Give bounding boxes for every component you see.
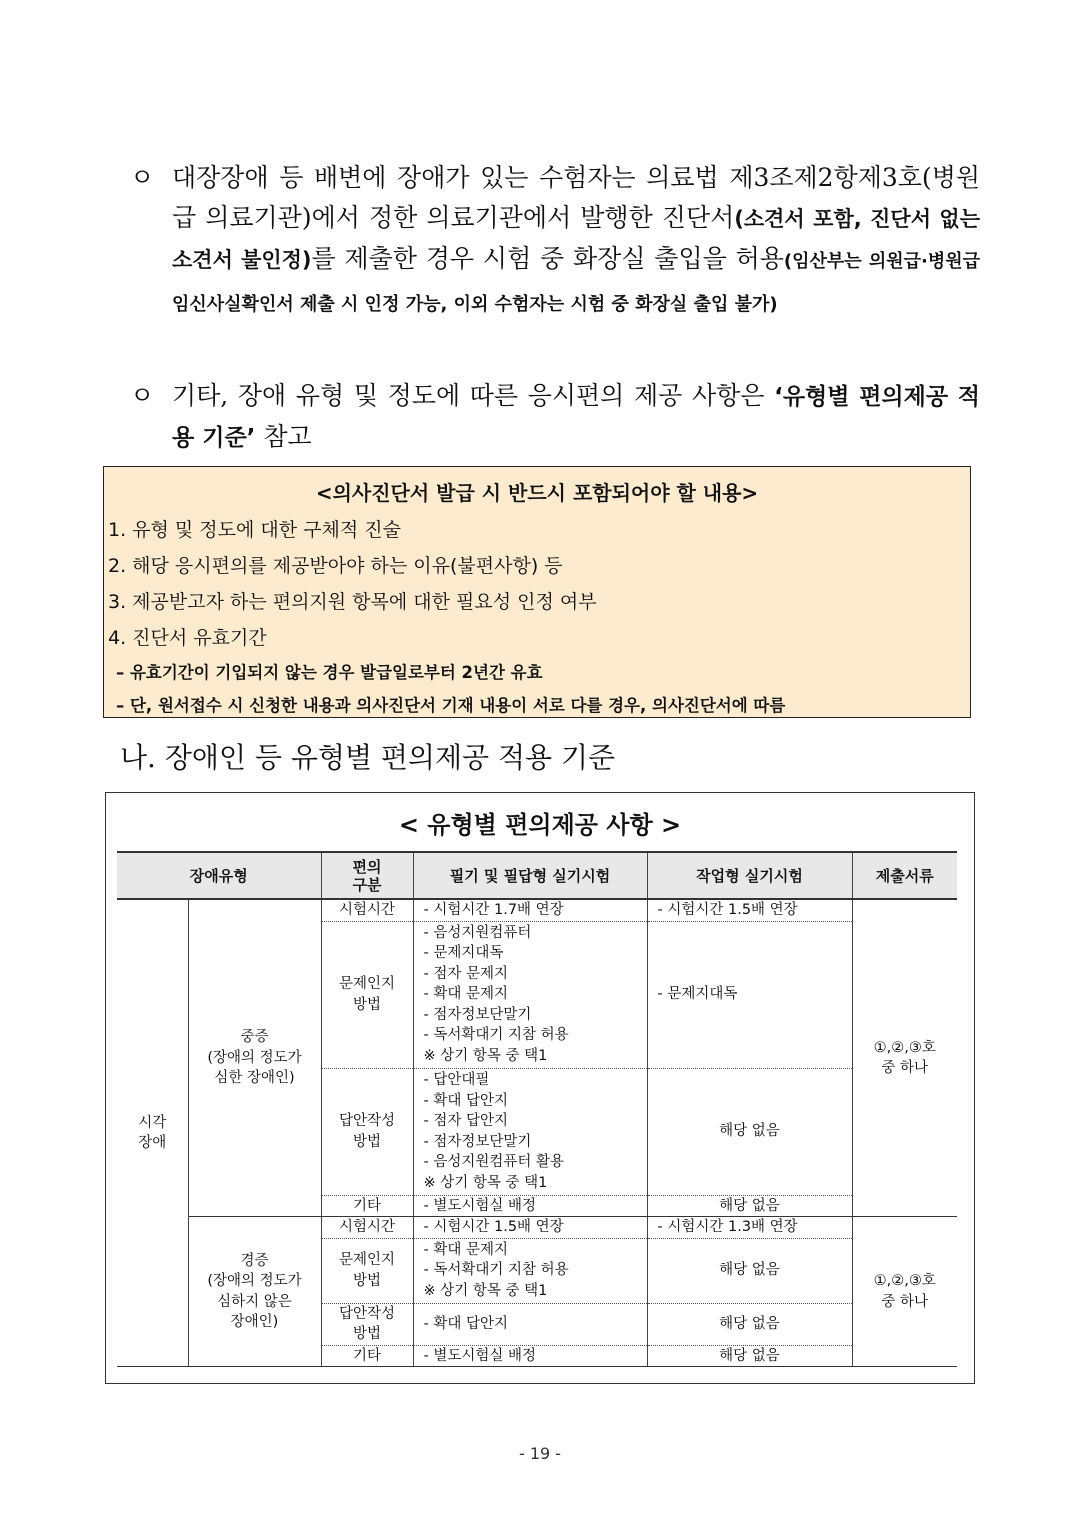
notice-item: 1. 유형 및 정도에 대한 구체적 진술	[108, 519, 401, 541]
written-cell: - 답안대필 - 확대 답안지 - 점자 답안지 - 점자정보단말기 - 음성지원컴퓨터 활용 ※ 상기 항목 중 택1	[413, 1068, 647, 1195]
major-type-cell: 시각 장애	[117, 899, 188, 1367]
notice-item: 2. 해당 응시편의를 제공받아야 하는 이유(불편사항) 등	[108, 555, 563, 577]
circle-bullet-icon: ㅇ	[130, 163, 155, 192]
bullet-bold: (소견서 포함, 진단서 없는 소견서 불인정)	[172, 207, 981, 272]
bullet-bold-small: (임산부는 의원급·병원급 임신사실확인서 제출 시 인정 가능, 이외 수험자는 시험 중 화장실 출입 불가)	[172, 251, 981, 315]
category-cell: 기타	[321, 1345, 413, 1367]
written-cell: - 별도시험실 배정	[413, 1345, 647, 1367]
category-cell: 시험시간	[321, 899, 413, 921]
written-cell: - 확대 문제지 - 독서확대기 지참 허용 ※ 상기 항목 중 택1	[413, 1238, 647, 1303]
accommodation-table	[117, 851, 957, 1367]
written-cell: - 음성지원컴퓨터 - 문제지대독 - 점자 문제지 - 확대 문제지 - 점자정보단말기 - 독서확대기 지참 허용 ※ 상기 항목 중 택1	[413, 921, 647, 1068]
written-cell: - 시험시간 1.5배 연장	[413, 1217, 647, 1239]
docs-cell: ①,②,③호 중 하나	[852, 1217, 957, 1367]
written-cell: - 확대 답안지	[413, 1303, 647, 1345]
header-category: 편의 구분	[321, 852, 413, 899]
written-cell: - 별도시험실 배정	[413, 1195, 647, 1217]
table-row	[117, 899, 957, 921]
bullet-bold: ‘유형별 편의제공 적용 기준’	[172, 384, 981, 451]
notice-note: – 유효기간이 기입되지 않는 경우 발급일로부터 2년간 유효	[116, 663, 543, 682]
category-cell: 답안작성 방법	[321, 1303, 413, 1345]
severity-cell: 경증 (장애의 정도가 심하지 않은 장애인)	[188, 1217, 321, 1367]
practical-cell: 해당 없음	[647, 1068, 852, 1195]
notice-item: 4. 진단서 유효기간	[108, 627, 267, 649]
notice-item: 3. 제공받고자 하는 편의지원 항목에 대한 필요성 인정 여부	[108, 591, 597, 613]
header-practical: 작업형 실기시험	[647, 852, 852, 899]
practical-cell: 해당 없음	[647, 1195, 852, 1217]
practical-cell: 해당 없음	[647, 1238, 852, 1303]
category-cell: 문제인지 방법	[321, 1238, 413, 1303]
practical-cell: - 시험시간 1.3배 연장	[647, 1217, 852, 1239]
header-docs: 제출서류	[852, 852, 957, 899]
practical-cell: - 문제지대독	[647, 921, 852, 1068]
medical-certificate-notice	[103, 466, 971, 718]
practical-cell: 해당 없음	[647, 1303, 852, 1345]
practical-cell: - 시험시간 1.5배 연장	[647, 899, 852, 921]
table-title: < 유형별 편의제공 사항 >	[398, 811, 682, 839]
bullet-seg: 를 제출한 경우 시험 중 화장실 출입을 허용	[311, 244, 784, 273]
docs-cell: ①,②,③호 중 하나	[852, 899, 957, 1217]
bullet-seg: 기타, 장애 유형 및 정도에 따른 응시편의 제공 사항은	[172, 381, 775, 410]
bullet-seg: 대장장애 등 배변에 장애가 있는 수험자는 의료법 제3조제2항제3호(병원급 의료기관)에서 정한 의료기관에서 발행한 진단서	[172, 163, 980, 232]
category-cell: 기타	[321, 1195, 413, 1217]
table-row	[117, 1217, 957, 1239]
bullet-reference	[130, 376, 980, 458]
bullet-text	[172, 376, 980, 458]
category-cell: 문제인지 방법	[321, 921, 413, 1068]
practical-cell: 해당 없음	[647, 1345, 852, 1367]
bullet-text	[172, 158, 980, 325]
section-heading: 나. 장애인 등 유형별 편의제공 적용 기준	[120, 741, 616, 774]
severity-cell: 중증 (장애의 정도가 심한 장애인)	[188, 899, 321, 1217]
bullet-restroom	[130, 158, 980, 325]
notice-title: <의사진단서 발급 시 반드시 포함되어야 할 내용>	[315, 481, 759, 505]
bullet-seg: 참고	[255, 422, 312, 451]
category-cell: 답안작성 방법	[321, 1068, 413, 1195]
header-type: 장애유형	[117, 852, 321, 899]
notice-note: – 단, 원서접수 시 신청한 내용과 의사진단서 기재 내용이 서로 다를 경우, 의사진단서에 따름	[116, 696, 786, 715]
circle-bullet-icon: ㅇ	[130, 381, 155, 410]
header-written: 필기 및 필답형 실기시험	[413, 852, 647, 899]
page-number: - 19 -	[518, 1444, 562, 1463]
category-cell: 시험시간	[321, 1217, 413, 1239]
written-cell: - 시험시간 1.7배 연장	[413, 899, 647, 921]
